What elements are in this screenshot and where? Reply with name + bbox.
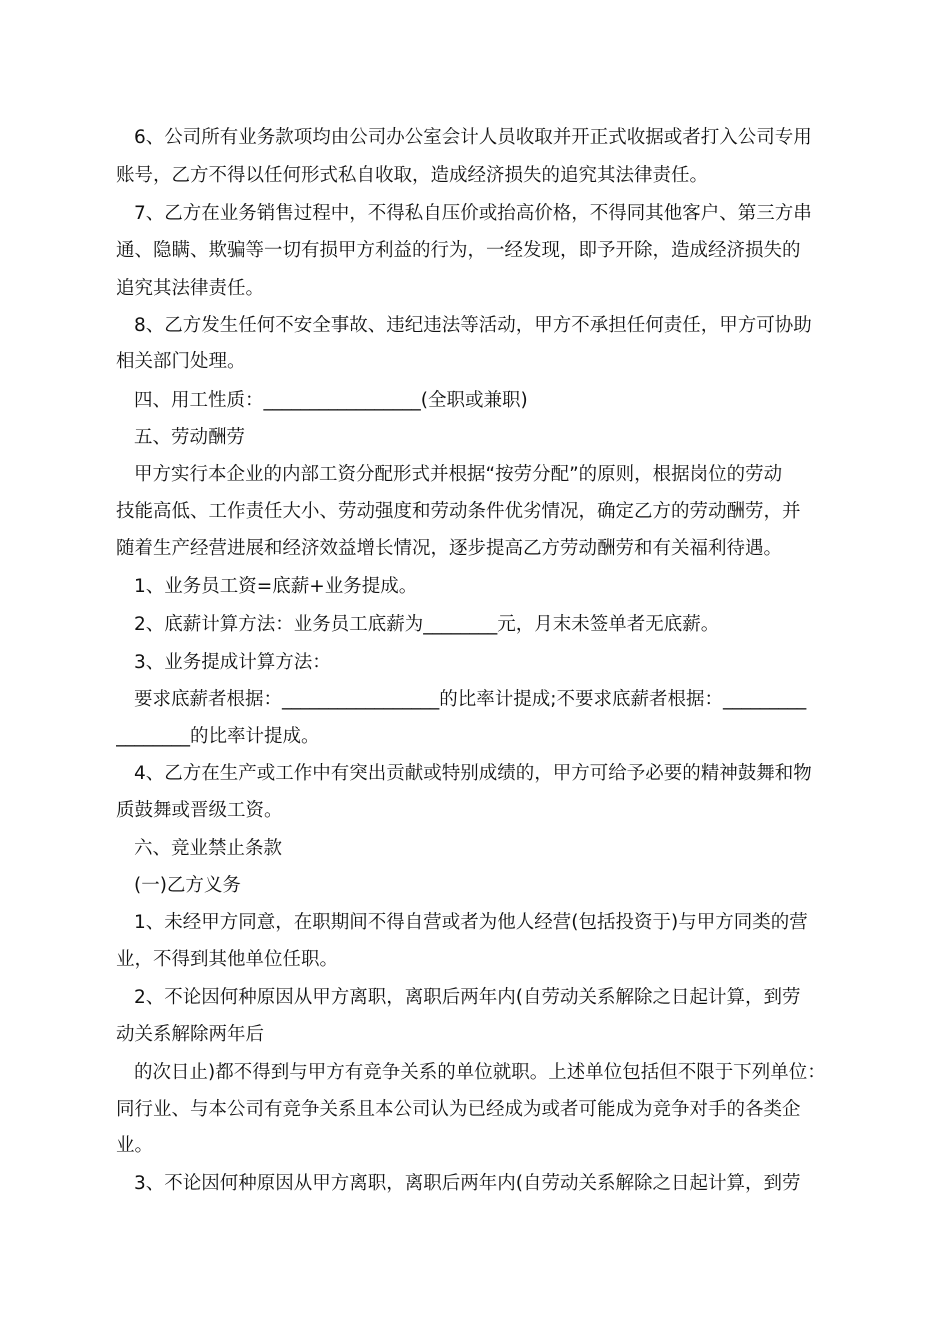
text-line: 质鼓舞或晋级工资。 [116,800,283,821]
text-line: 3、业务提成计算方法： [134,652,331,673]
text-line: 1、业务员工资=底薪+业务提成。 [134,576,418,597]
section-heading: 四、用工性质：_________________(全职或兼职) [134,390,528,411]
text-line: 相关部门处理。 [116,351,246,372]
text-line: 1、未经甲方同意，在职期间不得自营或者为他人经营(包括投资于)与甲方同类的营 [134,912,808,933]
text-line: 2、不论因何种原因从甲方离职，离职后两年内(自劳动关系解除之日起计算，到劳 [134,987,801,1008]
text-line: 要求底薪者根据：_________________的比率计提成;不要求底薪者根据：_________ [134,689,807,710]
text-line: 业。 [116,1135,154,1156]
section-heading: 五、劳动酬劳 [134,427,246,448]
text-line: 甲方实行本企业的内部工资分配形式并根据“按劳分配”的原则，根据岗位的劳动 [134,464,783,485]
text-line: ________的比率计提成。 [116,726,320,747]
text-line: 动关系解除两年后 [116,1024,265,1045]
text-line: 追究其法律责任。 [116,278,265,299]
text-line: 8、乙方发生任何不安全事故、违纪违法等活动，甲方不承担任何责任，甲方可协助 [134,315,812,336]
text-line: 账号，乙方不得以任何形式私自收取，造成经济损失的追究其法律责任。 [116,165,709,186]
text-line: 4、乙方在生产或工作中有突出贡献或特别成绩的，甲方可给予必要的精神鼓舞和物 [134,763,812,784]
text-line: 6、公司所有业务款项均由公司办公室会计人员收取并开正式收据或者打入公司专用 [134,127,812,148]
section-heading: 六、竞业禁止条款 [134,838,283,859]
text-line: 随着生产经营进展和经济效益增长情况，逐步提高乙方劳动酬劳和有关福利待遇。 [116,538,783,559]
text-line: 2、底薪计算方法：业务员工底薪为________元，月末未签单者无底薪。 [134,614,720,635]
text-line: 业，不得到其他单位任职。 [116,949,339,970]
text-line: 技能高低、工作责任大小、劳动强度和劳动条件优劣情况，确定乙方的劳动酬劳，并 [116,501,801,522]
text-line: 3、不论因何种原因从甲方离职，离职后两年内(自劳动关系解除之日起计算，到劳 [134,1173,801,1194]
subsection-heading: (一)乙方义务 [134,875,241,896]
text-line: 同行业、与本公司有竞争关系且本公司认为已经成为或者可能成为竞争对手的各类企 [116,1099,801,1120]
text-line: 7、乙方在业务销售过程中，不得私自压价或抬高价格，不得同其他客户、第三方串 [134,203,812,224]
text-line: 的次日止)都不得到与甲方有竞争关系的单位就职。上述单位包括但不限于下列单位： [134,1062,826,1083]
text-line: 通、隐瞒、欺骗等一切有损甲方利益的行为，一经发现，即予开除，造成经济损失的 [116,240,801,261]
